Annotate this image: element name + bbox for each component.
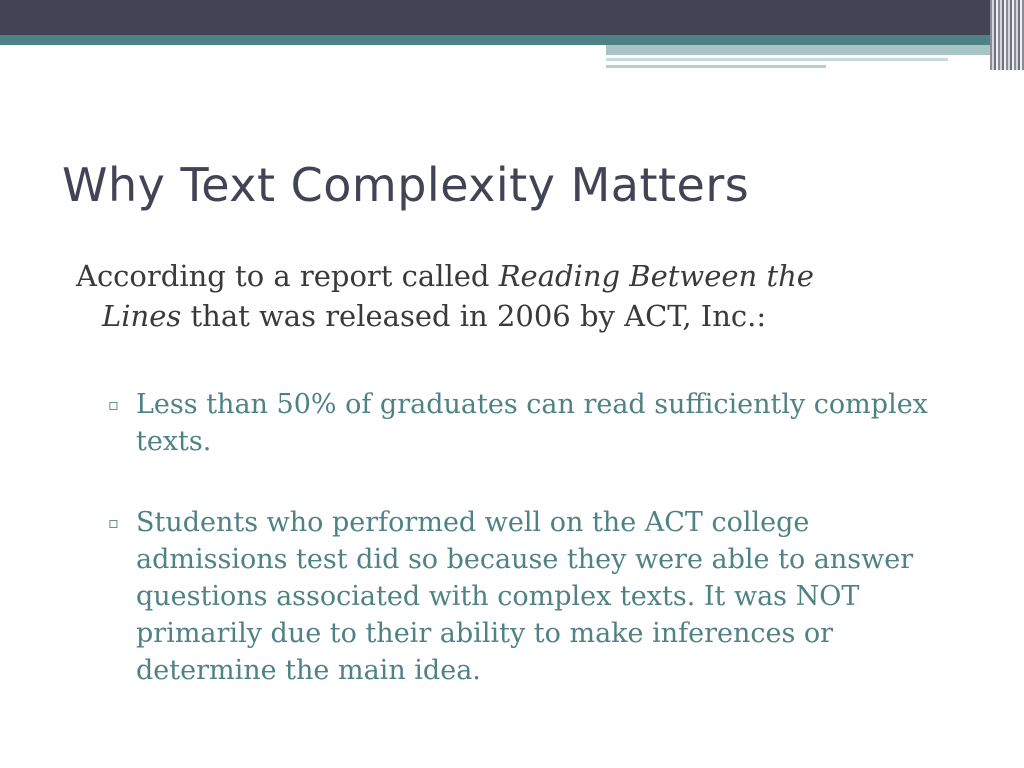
bullet-text-1: Less than 50% of graduates can read sufficiently complex texts. bbox=[136, 389, 928, 457]
bullet-list bbox=[108, 386, 928, 689]
header-vertical-stripes bbox=[990, 0, 1024, 70]
intro-prefix: According to a report called bbox=[76, 259, 499, 293]
bullet-item-1 bbox=[108, 386, 928, 460]
header-band-light bbox=[606, 45, 1024, 55]
intro-paragraph bbox=[76, 256, 916, 336]
report-title-part-2: Lines bbox=[102, 299, 182, 333]
intro-suffix: that was released in 2006 by ACT, Inc.: bbox=[181, 299, 767, 333]
intro-line-2 bbox=[76, 296, 916, 336]
header-band-dark bbox=[0, 0, 1024, 35]
slide-title: Why Text Complexity Matters bbox=[62, 158, 750, 212]
report-title-part-1: Reading Between the bbox=[498, 259, 814, 293]
bullet-text-2: Students who performed well on the ACT college admissions test did so because they were able to answer questions associated with complex texts. It was NOT primarily due to their ability to make inferences or determine the main idea. bbox=[136, 507, 914, 686]
intro-line-1 bbox=[76, 256, 916, 296]
header-band-thin-short bbox=[606, 65, 826, 68]
bullet-marker-icon: ▫ bbox=[108, 513, 119, 532]
header-band-teal bbox=[0, 35, 1024, 45]
bullet-marker-icon: ▫ bbox=[108, 395, 119, 414]
header-band-thin bbox=[606, 58, 948, 61]
bullet-item-2 bbox=[108, 504, 928, 689]
